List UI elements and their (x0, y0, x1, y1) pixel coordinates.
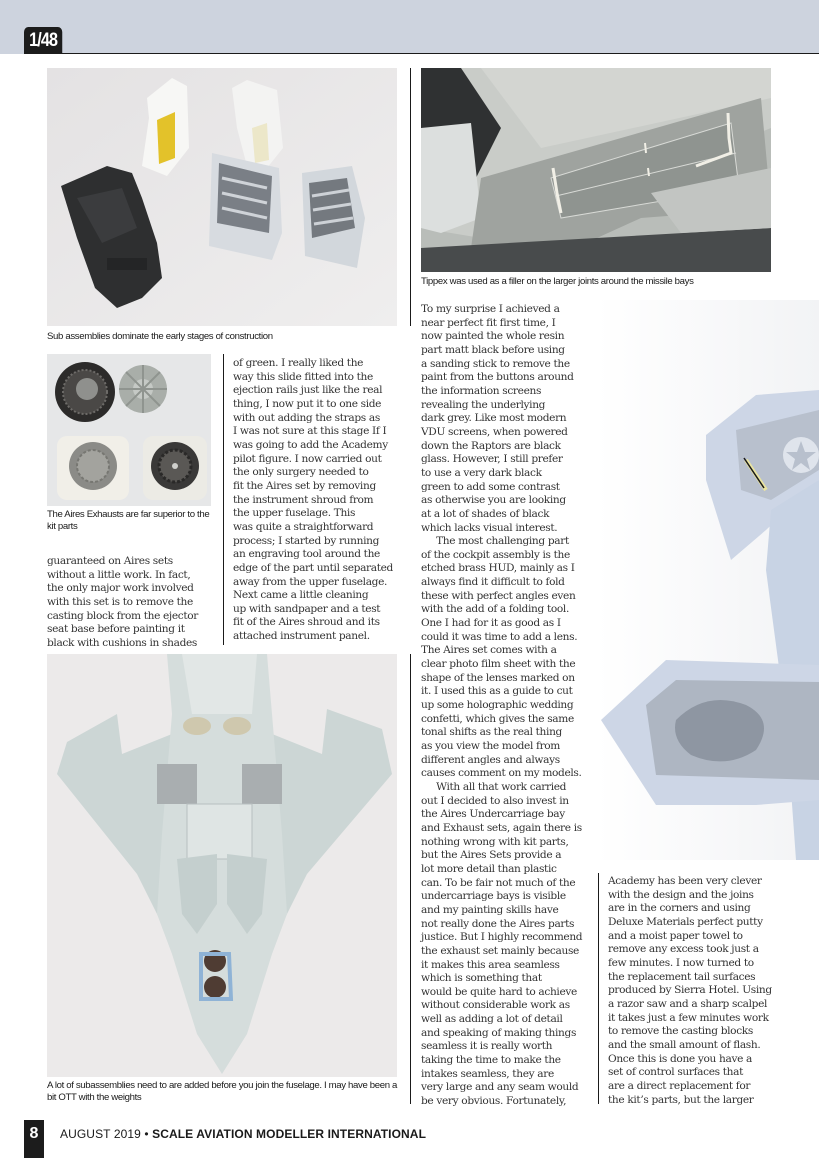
body-line: which lacks visual interest. (421, 521, 558, 534)
body-line: edge of the part until separated (233, 561, 393, 574)
folio-separator: • (140, 1127, 153, 1141)
body-line: without considerable work as (421, 999, 570, 1012)
body-line: up some holographic wedding (421, 699, 574, 712)
body-line: the instrument shroud from (233, 493, 374, 506)
fuselage-image (47, 654, 397, 1077)
body-line: can. To be fair not much of the (421, 876, 576, 889)
body-line: I was not sure at this stage If I (233, 425, 387, 438)
body-column-3 (421, 303, 601, 1109)
caption-tippex: Tippex was used as a filler on the larger joints around the missile bays (421, 276, 694, 287)
body-line: the Aires Undercarriage bay (421, 808, 565, 821)
body-line: clear photo film sheet with the (421, 658, 576, 671)
body-line: produced by Sierra Hotel. Using (608, 984, 772, 997)
body-line: always find it difficult to fold (421, 576, 565, 589)
body-column-4 (608, 875, 788, 1107)
body-line: intakes seamless, they are (421, 1067, 554, 1080)
photo-fuselage (47, 654, 397, 1077)
body-line: undercarriage bays is visible (421, 890, 566, 903)
body-line: as otherwise you are looking (421, 494, 566, 507)
body-line: with the add of a folding tool. (421, 603, 569, 616)
body-column-2 (233, 357, 403, 644)
body-line: the replacement tail surfaces (608, 970, 756, 983)
body-line: revealing the underlying (421, 398, 546, 411)
body-line: would be quite hard to achieve (421, 985, 577, 998)
body-line: it. I used this as a guide to cut (421, 685, 573, 698)
body-line: the information screens (421, 384, 542, 397)
body-line: remove any excess took just a (608, 943, 759, 956)
body-line: confetti, which gives the same (421, 712, 574, 725)
body-line: casting block from the ejector (47, 609, 199, 622)
page-number: 8 (24, 1120, 44, 1158)
body-line: lot more detail than plastic (421, 862, 557, 875)
column-rule (410, 654, 411, 1104)
body-line: With all that work carried (421, 780, 567, 793)
body-line: ejection rails just like the real (233, 384, 383, 397)
photo-tippex (421, 68, 771, 272)
body-line: different angles and always (421, 753, 560, 766)
body-line: now painted the whole resin (421, 330, 565, 343)
body-column-1 (47, 555, 217, 651)
tippex-image (421, 68, 771, 272)
body-line: Academy has been very clever (608, 875, 762, 887)
body-line: the upper fuselage. This (233, 507, 356, 520)
body-line: justice. But I highly recommend (421, 931, 583, 944)
body-line: it makes this area seamless (421, 958, 560, 971)
body-line: The Aires set comes with a (421, 644, 557, 657)
body-line: black with cushions in shades (47, 636, 198, 649)
header-band (0, 0, 819, 54)
body-line: taking the time to make the (421, 1054, 561, 1067)
body-line: the kit’s parts, but the larger (608, 1093, 754, 1106)
body-line: to remove the casting blocks (608, 1025, 753, 1038)
body-line: out I decided to also invest in (421, 794, 569, 807)
body-line: VDU screens, when powered (421, 425, 568, 438)
body-line: but the Aires Sets provide a (421, 849, 562, 862)
body-line: not really done the Aires parts (421, 917, 575, 930)
body-line: at a lot of shades of black (421, 507, 550, 520)
column-rule (223, 354, 224, 645)
publication-name: SCALE AVIATION MODELLER INTERNATIONAL (152, 1127, 427, 1141)
body-line: One I had for it as good as I (421, 617, 561, 630)
body-line: attached instrument panel. (233, 630, 370, 643)
body-line: a sanding stick to remove the (421, 357, 570, 370)
exhausts-image (47, 354, 211, 506)
body-line: the exhaust set mainly because (421, 944, 579, 957)
body-line: are a direct replacement for (608, 1079, 751, 1092)
body-line: away from the upper fuselage. (233, 575, 388, 588)
body-line: up with sandpaper and a test (233, 602, 381, 615)
folio-line (60, 1127, 426, 1141)
body-line: it takes just a few minutes work (608, 1011, 769, 1024)
body-line: as you view the model from (421, 740, 561, 752)
scale-tab: 1/48 (24, 27, 62, 54)
body-line: near perfect fit first time, I (421, 316, 556, 329)
body-line: Next came a little cleaning (233, 589, 369, 602)
body-line: dark grey. Like most modern (421, 412, 567, 425)
body-line: of green. I really liked the (233, 357, 364, 369)
subassemblies-image (47, 68, 397, 326)
body-line: Once this is done you have a (608, 1052, 752, 1065)
body-line: and a moist paper towel to (608, 929, 743, 942)
photo-tail (596, 300, 819, 860)
body-line: guaranteed on Aires sets (47, 555, 173, 567)
body-line: causes comment on my models. (421, 767, 582, 780)
body-line: could it was time to add a lens. (421, 630, 578, 643)
body-line: well as adding a lot of detail (421, 1013, 563, 1026)
body-line: and speaking of making things (421, 1026, 577, 1039)
body-line: was quite a straightforward (233, 520, 374, 533)
body-line: glass. However, I still prefer (421, 453, 563, 466)
body-line: to use a very dark black (421, 466, 542, 479)
body-line: way this slide fitted into the (233, 370, 373, 383)
body-line: without a little work. In fact, (47, 568, 191, 581)
body-line: etched brass HUD, mainly as I (421, 562, 575, 575)
body-line: shape of the lenses marked on (421, 671, 575, 684)
body-line: the only surgery needed to (233, 466, 369, 479)
body-line: which is something that (421, 972, 542, 985)
tail-image (596, 300, 819, 860)
body-line: thing, I now put it to one side (233, 397, 382, 410)
header-rule (24, 53, 819, 54)
body-line: these with perfect angles even (421, 589, 576, 602)
caption-fuselage: A lot of subassemblies need to are added before you join the fuselage. I may have been a bit OTT with the weights (47, 1080, 398, 1103)
body-line: part matt black before using (421, 343, 565, 356)
body-line: The most challenging part (421, 535, 569, 548)
column-rule (410, 68, 411, 326)
body-line: Deluxe Materials perfect putty (608, 915, 763, 928)
body-line: the only major work involved (47, 582, 194, 595)
body-line: be very obvious. Fortunately, (421, 1095, 567, 1108)
body-line: few minutes. I now turned to (608, 956, 754, 969)
body-line: an engraving tool around the (233, 548, 380, 561)
body-line: fit the Aires set by removing (233, 479, 376, 492)
body-line: paint from the buttons around (421, 371, 574, 384)
body-line: very large and any seam would (421, 1081, 579, 1094)
body-line: To my surprise I achieved a (421, 303, 560, 315)
body-line: are in the corners and using (608, 902, 751, 915)
photo-subassemblies (47, 68, 397, 326)
body-line: seat base before painting it (47, 623, 185, 636)
body-line: seamless it is really worth (421, 1040, 553, 1053)
body-line: green to add some contrast (421, 480, 560, 493)
body-line: was going to add the Academy (233, 438, 388, 451)
body-line: fit of the Aires shroud and its (233, 616, 380, 629)
body-line: tonal shifts as the real thing (421, 726, 562, 739)
caption-exhausts: The Aires Exhausts are far superior to the kit parts (47, 509, 210, 532)
body-line: of the cockpit assembly is the (421, 548, 570, 561)
body-line: pilot figure. I now carried out (233, 452, 382, 465)
body-line: a razor saw and a sharp scalpel (608, 997, 768, 1010)
body-line: with the design and the joins (608, 888, 754, 901)
body-line: set of control surfaces that (608, 1066, 744, 1079)
body-line: with this set is to remove the (47, 595, 193, 608)
body-line: and Exhaust sets, again there is (421, 821, 582, 834)
body-line: nothing wrong with kit parts, (421, 835, 569, 848)
caption-subassemblies: Sub assemblies dominate the early stages of construction (47, 331, 273, 342)
column-rule (598, 873, 599, 1104)
body-line: and the small amount of flash. (608, 1038, 761, 1051)
photo-exhausts (47, 354, 211, 506)
body-line: with out adding the straps as (233, 411, 380, 424)
body-line: down the Raptors are black (421, 439, 561, 452)
issue-date: AUGUST 2019 (60, 1127, 141, 1141)
body-line: and my painting skills have (421, 903, 559, 916)
body-line: process; I started by running (233, 534, 380, 547)
